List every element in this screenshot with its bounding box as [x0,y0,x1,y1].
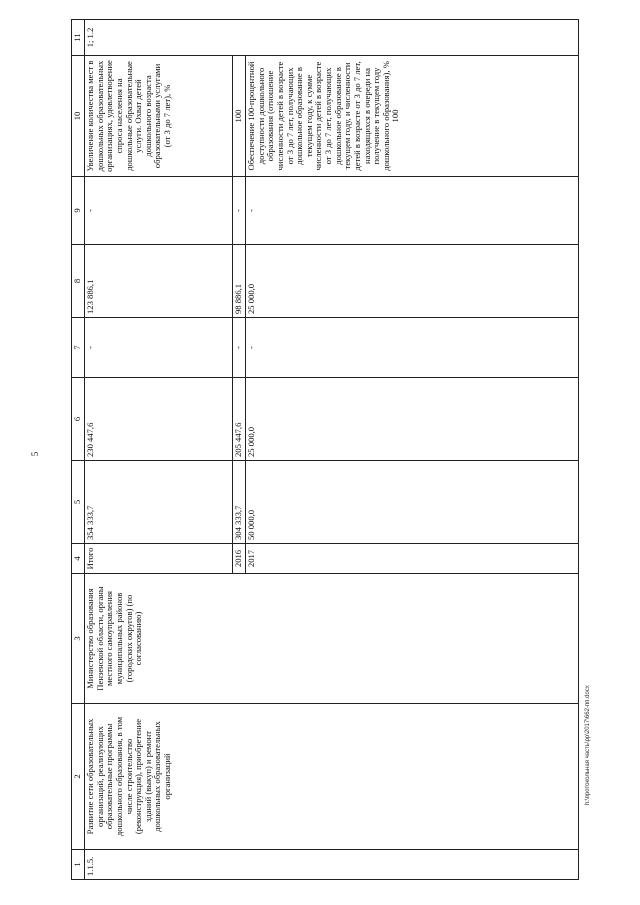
indicator-2-value: 100 [390,109,401,123]
col-header-9: 9 [72,177,85,245]
y2017-col9: - [246,177,579,245]
col-header-6: 6 [72,378,85,461]
col-header-5: 5 [72,461,85,544]
indicator-2-text: Обеспечение 100-процентной доступности дошкольного образования (отношение численности детей в возрасте от 3 до 7 лет, получающих дошкольное образование в текущем году, к сумме численности детей в возрасте от 3 до 7 лет, получающих дошкольное образование в текущем году, и численности детей в возрасте от 3 до 7 лет, находящихся в очереди на получение в текущем году дошкольного образования), % [246,61,391,171]
period-2017: 2017 [246,544,579,574]
page-number: 5 [30,451,40,457]
total-col5: 354 333,7 [85,461,233,544]
measure-name: Развитие сети образовательных организаций, реализующих образовательные программы дошкольного образования, в том числе строительство (реконструкция), приобретение зданий (выкуп) и ремонт дошкольных образовательных организаций [85,704,579,850]
period-2016: 2016 [233,544,246,574]
indicator-1 [85,56,233,177]
footer-file-path: h:\протокольная часть\pp\2017\662-пп.docx [585,685,591,805]
total-col8: 123 886,1 [85,245,233,318]
period-total: Итого [85,544,233,574]
indicator-1-text: Увеличение количества мест в дошкольных образовательных организациях, удовлетворение спроса населения на дошкольные образовательные услуги. Охват детей дошкольного возраста образовательными услугами (от 3 до 7 лет), % [85,60,172,172]
indicator-1-value: 100 [233,56,246,177]
y2017-col8: 25 000,0 [246,245,579,318]
col-header-11: 11 [72,20,85,56]
col-header-4: 4 [72,544,85,574]
table-row-total [85,20,233,880]
row-id: 1.1.5. [85,850,579,880]
y2016-col7: - [233,318,246,378]
col-header-3: 3 [72,574,85,704]
y2016-col6: 205 447,6 [233,378,246,461]
col-header-7: 7 [72,318,85,378]
measures-table [71,19,579,880]
indicator-2 [246,56,579,177]
col-header-1: 1 [72,850,85,880]
total-col7: - [85,318,233,378]
y2016-col8: 98 886,1 [233,245,246,318]
total-col9: - [85,177,233,245]
y2017-col7: - [246,318,579,378]
program-table [71,20,579,880]
total-col6: 230 447,6 [85,378,233,461]
y2017-col6: 25 000,0 [246,378,579,461]
y2017-col5: 50 000,0 [246,461,579,544]
y2016-col5: 304 333,7 [233,461,246,544]
executor: Министерство образования Пензенской области, органы местного самоуправления муниципальных районов (городских округов) (по согласованию) [85,574,579,704]
y2016-col9: - [233,177,246,245]
col-header-8: 8 [72,245,85,318]
col-header-10: 10 [72,56,85,177]
header-row [72,20,85,880]
col-header-2: 2 [72,704,85,850]
col11-value: 1; 1.2 [85,20,579,56]
